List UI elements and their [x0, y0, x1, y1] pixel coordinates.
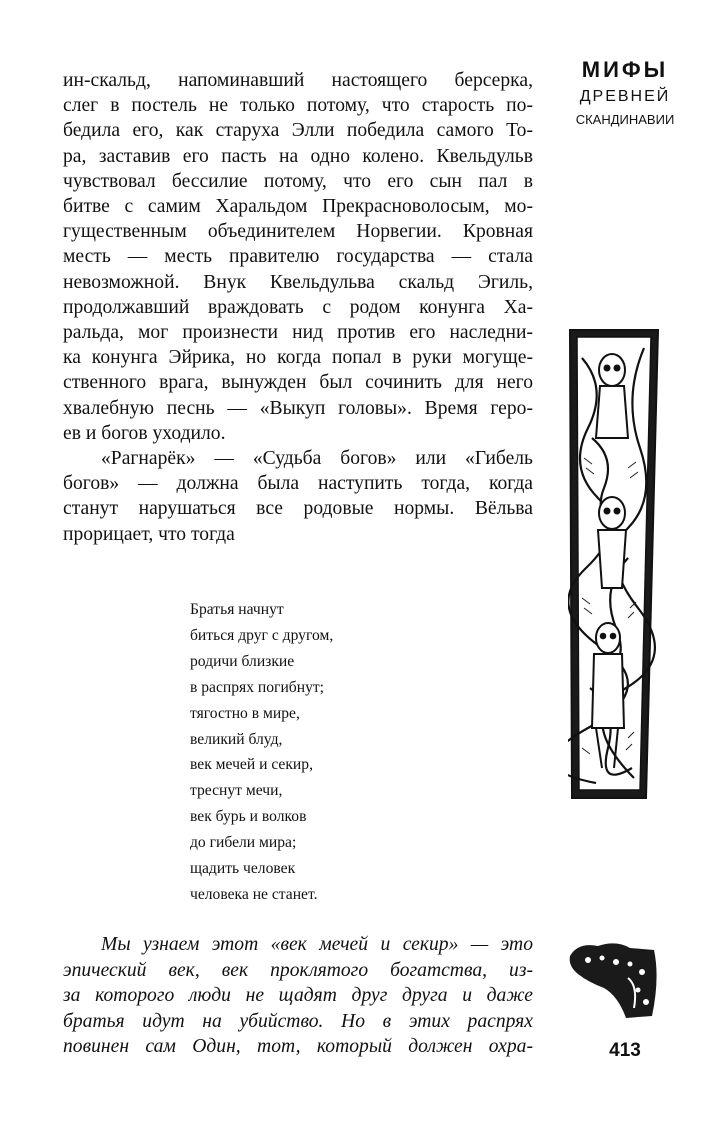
carved-figure-2	[598, 497, 626, 588]
carved-figure-1	[596, 354, 628, 438]
poem-line: Братья начнут	[190, 601, 284, 618]
poem-line: щадить человек	[190, 860, 296, 878]
poem-line: треснут мечи,	[190, 782, 283, 800]
header-title-line3: СКАНДИНАВИИ	[575, 112, 675, 127]
text-line: Мы узнаем этот «век мечей и секир» — это	[101, 934, 533, 955]
header-title-line1: МИФЫ	[581, 57, 669, 82]
text-line: гущественным объединителем Норвегии. Кровная	[63, 221, 533, 243]
text-line: ев и богов уходило.	[63, 422, 226, 444]
text-line: эпический век, век проклятого богатства, из-	[63, 959, 533, 981]
poem-quote	[190, 597, 450, 908]
text-line: месть — месть правителю государства — стала	[63, 246, 533, 268]
text-line: ственного врага, вынужден был сочинить для него	[63, 372, 533, 394]
text-line: станут нарушаться все родовые нормы. Вёльва	[63, 498, 533, 520]
poem-line: до гибели мира;	[190, 834, 297, 852]
carved-panel-illustration	[568, 328, 662, 800]
text-line: ра, заставив его пасть на одно колено. Квельдульв	[63, 145, 533, 167]
text-line: ин-скальд, напоминавший настоящего берсерка,	[63, 70, 533, 91]
page-number: 413	[609, 1040, 641, 1061]
text-line: богов» — должна была наступить тогда, когда	[63, 473, 533, 495]
poem-line: человека не станет.	[190, 885, 318, 903]
poem-line: век бурь и волков	[190, 808, 307, 826]
main-text-column	[63, 68, 533, 547]
poem-line: великий блуд,	[190, 730, 283, 748]
closing-paragraph	[63, 932, 533, 1060]
text-line: прорицает, что тогда	[63, 523, 235, 545]
animal-head-ornament	[568, 938, 660, 1020]
text-line: битве с самим Харальдом Прекрасноволосым, мо-	[63, 196, 533, 218]
text-line: за которого люди не щадят друг друга и даже	[63, 985, 533, 1007]
header-title-line2: ДРЕВНЕЙ	[579, 88, 671, 105]
poem-line: в распрях погибнут;	[190, 678, 325, 696]
poem-line: тягостно в мире,	[190, 704, 300, 722]
text-line: ральда, мог произнести нид против его наследни-	[63, 322, 533, 344]
text-line: повинен сам Один, тот, который должен охра-	[63, 1036, 533, 1058]
paragraph-1	[63, 68, 533, 446]
text-line: слег в постель не только потому, что старость по-	[63, 95, 533, 117]
text-line: продолжавший враждовать с родом конунга Ха-	[63, 296, 533, 318]
paragraph-2	[63, 446, 533, 547]
text-line: хвалебную песнь — «Выкуп головы». Время геро-	[63, 397, 533, 419]
poem-line: век мечей и секир,	[190, 756, 313, 774]
text-line: братья идут на убийство. Но в этих распрях	[63, 1010, 533, 1032]
text-line: невозможной. Внук Квельдульва скальд Эгиль,	[63, 271, 533, 293]
text-line: «Рагнарёк» — «Судьба богов» или «Гибель	[101, 448, 533, 470]
poem-line: биться друг с другом,	[190, 626, 334, 644]
text-line: ка конунга Эйрика, но когда попал в руки могуще-	[63, 347, 533, 369]
text-line: чувствовал бессилие потому, что его сын пал в	[63, 170, 533, 192]
text-line: бедила его, как старуха Элли победила самого То-	[63, 120, 533, 142]
running-header	[565, 55, 685, 131]
poem-line: родичи близкие	[190, 652, 295, 670]
